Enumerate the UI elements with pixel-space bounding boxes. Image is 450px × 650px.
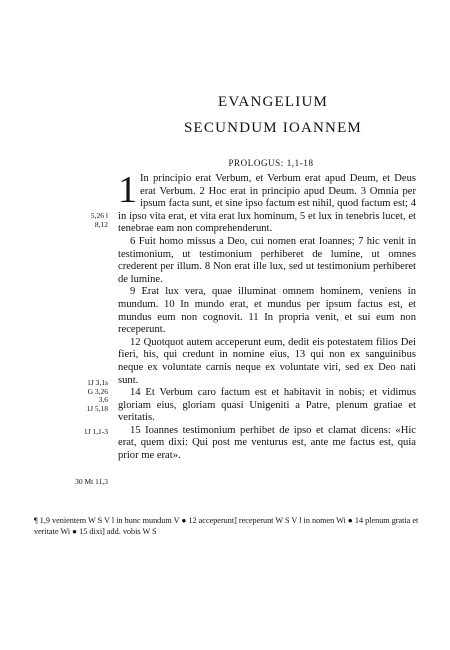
paragraph-1	[118, 169, 416, 236]
paragraph-1-text: In principio erat Verbum, et Verbum erat apud Deum, et Deus erat Verbum. 2 Hoc erat in principio apud Deum. 3 Omnia per ipsum facta sunt, et sine ipso factum est nihil, quod factum est; 4 in ipso vita erat, et vita erat lux hominum, 5 et lux in tenebris lucet, et tenebrae eam non comprehenderunt.	[118, 173, 416, 235]
margin-ref-1: 5,26 l 8,12	[90, 211, 108, 229]
title-secundum-ioannem: SECUNDUM IOANNEM	[184, 120, 362, 136]
paragraph-6: 15 Ioannes testimonium perhibet de ipso et clamat dicens: «Hic erat, quem dixi: Qui post me venturus est, ante me factus est, quia prior me erat».	[118, 424, 416, 462]
paragraph-4: 12 Quotquot autem acceperunt eum, dedit eis potestatem filios Dei fieri, his, qui credunt in nomine eius, 13 qui non ex sanguinibus neque ex voluntate carnis neque ex voluntate viri, sed ex Deo nati sunt.	[118, 336, 416, 386]
paragraph-5: 14 Et Verbum caro factum est et habitavit in nobis; et vidimus gloriam eius, gloriam quasi Unigeniti a Patre, plenum gratiae et veritatis.	[118, 387, 416, 424]
paragraph-3: 9 Erat lux vera, quae illuminat omnem hominem, veniens in mundum. 10 In mundo erat, et mundus per ipsum factus est, et mundus eum non cognovit. 11 In propria venit, et sui eum non receperunt.	[118, 286, 416, 336]
margin-ref-4: 30 Mt 11,3	[75, 477, 108, 486]
drop-cap: 1	[118, 169, 137, 211]
gospel-text	[118, 169, 416, 463]
critical-apparatus: ¶ 1,9 venientem W S V l in hunc mundum V ● 12 acceperunt] receperunt W S V l in nomen Wi ● 14 plenum gratia et veritate Wi ● 15 dixi] add. vobis W S	[34, 516, 419, 536]
paragraph-2: 6 Fuit homo missus a Deo, cui nomen erat Ioannes; 7 hic venit in testimonium, ut testimonium perhiberet de lumine, ut omnes crederent per illum. 8 Non erat ille lux, sed ut testimonium perhiberet de lumine.	[118, 235, 416, 285]
margin-ref-3: 1J 1,1-3	[83, 427, 108, 436]
margin-ref-2: 1J 3,1s G 3,26 3,6 1J 5,18	[86, 378, 108, 413]
prologus-subtitle: PROLOGUS: 1,1-18	[228, 158, 314, 168]
title-evangelium: EVANGELIUM	[217, 94, 329, 110]
